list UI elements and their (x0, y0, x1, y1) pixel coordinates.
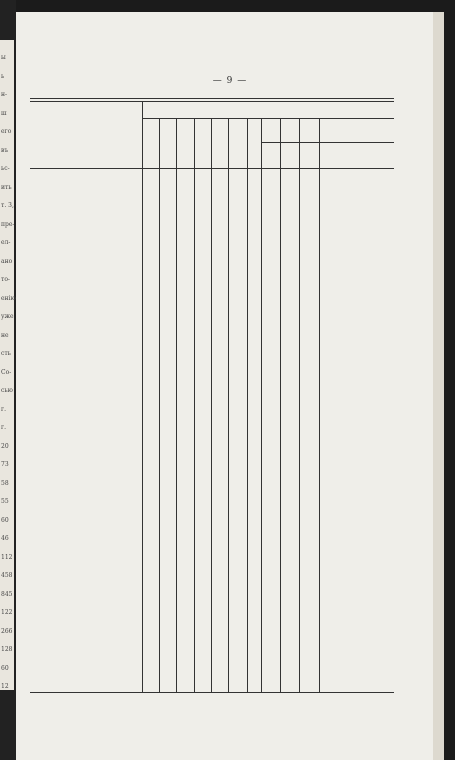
left-page-fragment: сью (1, 387, 13, 394)
left-page-fragment: то- (1, 276, 10, 283)
left-page-fragment: въ (1, 146, 9, 154)
column-rule (176, 118, 177, 692)
column-rule (211, 118, 212, 692)
left-page-fragment: 20 (1, 442, 9, 450)
left-page-fragment: 46 (1, 535, 9, 542)
book-page (16, 12, 444, 760)
left-page-fragment: н- (1, 91, 8, 98)
left-page-fragment: не (1, 331, 9, 339)
left-page-fragment: 60 (1, 516, 9, 524)
page-edge-strip (433, 12, 444, 760)
column-rule (159, 118, 160, 692)
left-page-fragment: ьс- (1, 165, 10, 172)
left-page-fragment: енію (1, 294, 16, 302)
drova-les-rule (261, 142, 394, 143)
previous-page-edge (0, 40, 14, 690)
left-page-fragment: т. 3, (1, 202, 14, 209)
column-rule (280, 118, 281, 692)
left-page-fragment: ел- (1, 239, 11, 246)
label-column-rule (142, 101, 143, 692)
left-page-fragment: г. (1, 405, 7, 413)
left-page-fragment: 60 (1, 664, 9, 672)
left-page-fragment: ы (1, 54, 6, 61)
left-page-fragment: 458 (1, 572, 13, 579)
left-page-fragment: 266 (1, 627, 13, 635)
left-page-fragment: его (1, 128, 12, 135)
left-page-fragment: 12 (1, 683, 9, 690)
left-page-fragment: пре- (1, 220, 15, 228)
column-rule (228, 118, 229, 692)
left-page-fragment: ить (1, 183, 12, 191)
left-page-fragment: сть (1, 350, 11, 357)
left-page-fragment: Со- (1, 368, 12, 376)
left-page-fragment: 58 (1, 479, 9, 487)
left-page-fragment: 845 (1, 590, 13, 598)
table-top-rule (30, 98, 394, 99)
drova-les-divider (299, 118, 300, 692)
left-page-fragment: г. (1, 424, 7, 431)
left-page-fragment: 112 (1, 553, 13, 561)
left-page-fragment: 122 (1, 609, 13, 616)
left-page-fragment: ано (1, 257, 13, 265)
table-top-rule-thin (30, 101, 394, 102)
left-page-fragment: ь (1, 72, 5, 80)
column-rule (319, 118, 320, 692)
header-bottom-rule (30, 168, 394, 169)
column-rule (261, 118, 262, 692)
column-rule (194, 118, 195, 692)
table-bottom-rule (30, 692, 394, 693)
left-page-fragment: 128 (1, 646, 13, 653)
column-rule (247, 118, 248, 692)
page-number: — 9 — (212, 76, 248, 86)
subheader-rule (142, 118, 394, 119)
left-page-fragment: 73 (1, 461, 9, 468)
left-page-fragment: ш (1, 109, 7, 117)
left-page-fragment: 55 (1, 498, 9, 505)
left-page-fragment: уже (1, 313, 14, 320)
